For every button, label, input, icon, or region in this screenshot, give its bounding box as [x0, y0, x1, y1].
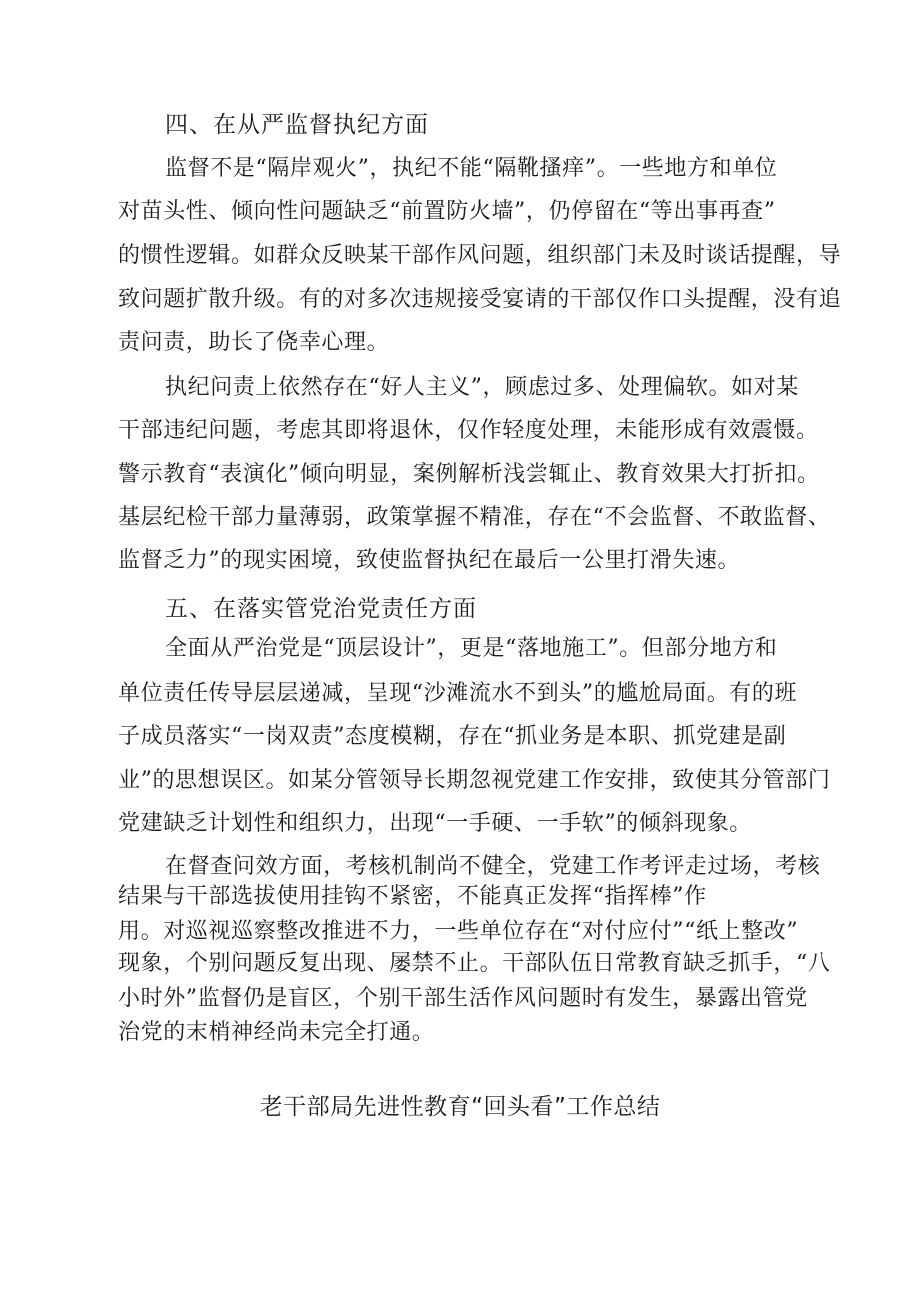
paragraph-line: 结果与干部选拔使用挂钩不紧密，不能真正发挥“指挥棒”作 — [118, 884, 707, 909]
paragraph-line: 党建缺乏计划性和组织力，出现“一手硬、一手软”的倾斜现象。 — [118, 811, 752, 836]
paragraph-line: 全面从严治党是“顶层设计”，更是“落地施工”。但部分地方和 — [165, 636, 778, 661]
paragraph-line: 小时外”监督仍是盲区，个别干部生活作风问题时有发生，暴露出管党 — [118, 986, 808, 1011]
paragraph-line: 监督不是“隔岸观火”，执纪不能“隔靴搔痒”。一些地方和单位 — [165, 156, 778, 181]
paragraph-line: 单位责任传导层层递减，呈现“沙滩流水不到头”的尴尬局面。有的班 — [118, 681, 798, 706]
paragraph-line: 治党的末梢神经尚未完全打通。 — [118, 1020, 435, 1045]
paragraph-line: 执纪问责上依然存在“好人主义”，顾虑过多、处理偏软。如对某 — [165, 375, 799, 400]
document-title: 老干部局先进性教育“回头看”工作总结 — [259, 1094, 661, 1120]
paragraph-line: 警示教育“表演化”倾向明显，案例解析浅尝辄止、教育效果大打折扣。 — [118, 462, 820, 487]
paragraph-line: 用。对巡视巡察整改推进不力，一些单位存在“对付应付”“纸上整改” — [118, 919, 799, 944]
paragraph-line: 监督乏力”的现实困境，致使监督执纪在最后一公里打滑失速。 — [118, 548, 741, 573]
section-heading-5: 五、在落实管党治党责任方面 — [165, 596, 477, 622]
paragraph-line: 对苗头性、倾向性问题缺乏“前置防火墙”，仍停留在“等出事再查” — [118, 199, 776, 224]
paragraph-line: 现象，个别问题反复出现、屡禁不止。干部队伍日常教育缺乏抓手，“八 — [118, 951, 831, 976]
paragraph-line: 基层纪检干部力量薄弱，政策掌握不精准，存在“不会监督、不敢监督、 — [118, 505, 831, 530]
section-heading-4: 四、在从严监督执纪方面 — [165, 112, 429, 138]
paragraph-line: 致问题扩散升级。有的对多次违规接受宴请的干部仅作口头提醒，没有追 — [118, 287, 842, 312]
paragraph-line: 责问责，助长了侥幸心理。 — [118, 330, 390, 355]
paragraph-line: 的惯性逻辑。如群众反映某干部作风问题，组织部门未及时谈话提醒，导 — [118, 243, 842, 268]
paragraph-line: 业”的思想误区。如某分管领导长期忽视党建工作安排，致使其分管部门 — [118, 768, 831, 793]
paragraph-line: 在督查问效方面，考核机制尚不健全，党建工作考评走过场，考核 — [165, 854, 821, 879]
paragraph-line: 子成员落实“一岗双责”态度模糊，存在“抓业务是本职、抓党建是副 — [118, 724, 787, 749]
paragraph-line: 干部违纪问题，考虑其即将退休，仅作轻度处理，未能形成有效震慑。 — [118, 418, 819, 443]
